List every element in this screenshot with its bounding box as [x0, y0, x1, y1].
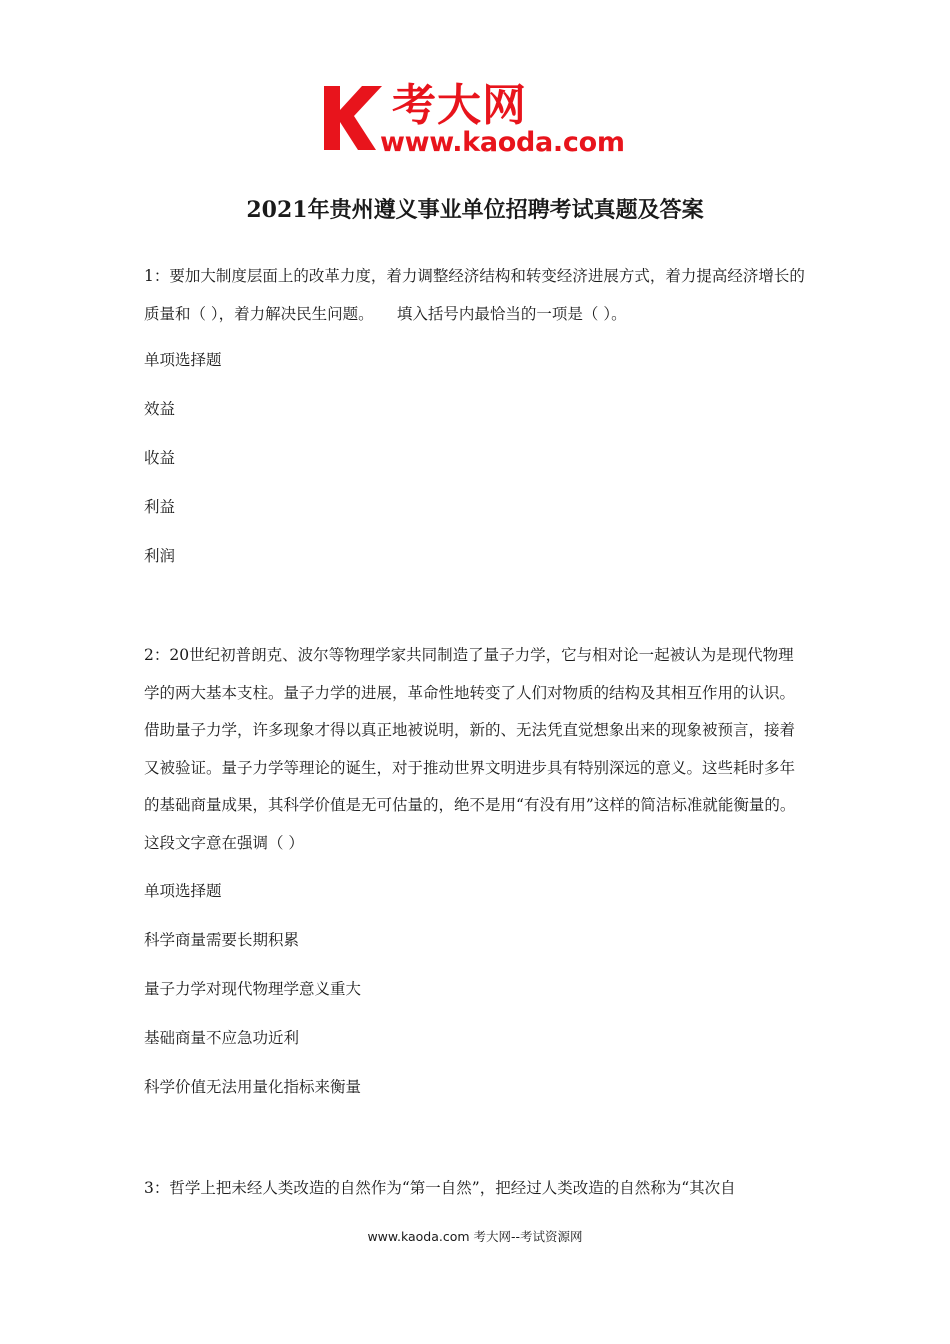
- question-3-stem: 3：哲学上把未经人类改造的自然作为“第一自然”，把经过人类改造的自然称为“其次自: [144, 1179, 736, 1197]
- question-1-option-4: 利润: [144, 547, 176, 565]
- footer-text: 考大网--考试资源网: [469, 1229, 583, 1244]
- question-2-type: 单项选择题: [144, 882, 222, 900]
- question-1-type: 单项选择题: [144, 351, 222, 369]
- logo-url: www.kaoda.com: [380, 127, 625, 158]
- question-2-stem: 2：20世纪初普朗克、波尔等物理学家共同制造了量子力学，它与相对论一起被认为是现代物理学的两大基本支柱。量子力学的进展，革命性地转变了人们对物质的结构及其相互作用的认识。借助量子力学，许多现象才得以真正地被说明，新的、无法凭直觉想象出来的现象被预言，接着又被验证。量子力学等理论的诞生，对于推动世界文明进步具有特别深远的意义。这些耗时多年的基础商量成果，其科学价值是无可估量的，绝不是用“有没有用”这样的简洁标准就能衡量的。这段文字意在强调（ ）: [144, 646, 796, 852]
- question-1-option-2: 收益: [144, 449, 176, 467]
- question-1-option-3: 利益: [144, 498, 176, 516]
- question-2-option-3: 基础商量不应急功近利: [144, 1029, 300, 1047]
- page-footer: [0, 1228, 950, 1246]
- kaoda-logo: [318, 80, 636, 160]
- page-title: 2021年贵州遵义事业单位招聘考试真题及答案: [246, 197, 704, 223]
- question-2-option-2: 量子力学对现代物理学意义重大: [144, 980, 362, 998]
- logo-name: 考大网: [392, 80, 527, 131]
- question-1-stem: 1：要加大制度层面上的改革力度，着力调整经济结构和转变经济进展方式，着力提高经济增长的质量和（ ），着力解决民生问题。 填入括号内最恰当的一项是（ ）。: [144, 267, 805, 323]
- footer-site-link[interactable]: www.kaoda.com: [367, 1229, 470, 1244]
- question-2-option-4: 科学价值无法用量化指标来衡量: [144, 1078, 362, 1096]
- question-1-option-1: 效益: [144, 400, 176, 418]
- question-2-option-1: 科学商量需要长期积累: [144, 931, 300, 949]
